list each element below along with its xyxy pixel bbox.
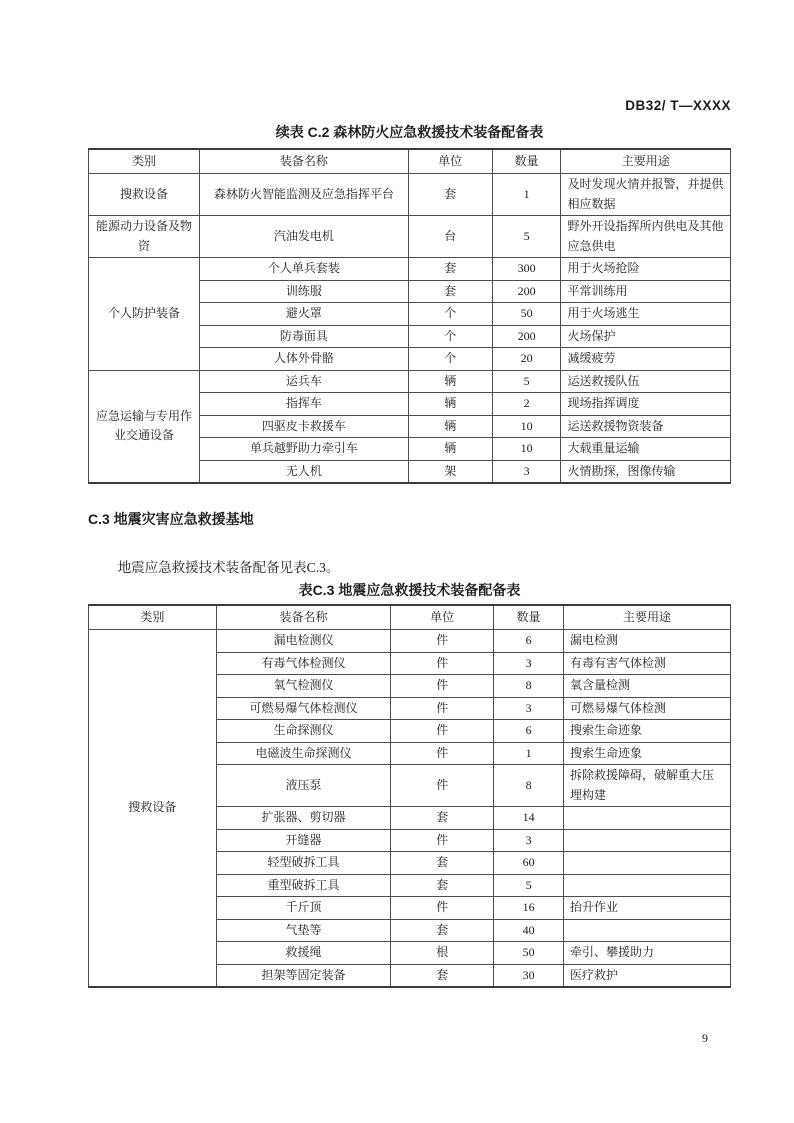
purpose-cell <box>564 829 731 852</box>
equipment-name-cell: 无人机 <box>200 460 409 483</box>
category-cell: 搜救设备 <box>89 174 200 216</box>
purpose-cell: 搜索生命迹象 <box>564 742 731 765</box>
equipment-name-cell: 重型破拆工具 <box>216 874 391 897</box>
quantity-cell: 2 <box>492 393 561 416</box>
purpose-cell: 可燃易爆气体检测 <box>564 697 731 720</box>
purpose-cell: 拆除救援障碍，破解重大压埋构建 <box>564 765 731 807</box>
equipment-name-cell: 漏电检测仪 <box>216 630 391 653</box>
unit-cell: 套 <box>391 919 494 942</box>
quantity-cell: 6 <box>494 630 564 653</box>
unit-cell: 个 <box>408 303 492 326</box>
unit-cell: 辆 <box>408 415 492 438</box>
quantity-cell: 10 <box>492 415 561 438</box>
column-header: 主要用途 <box>564 605 731 630</box>
quantity-cell: 200 <box>492 280 561 303</box>
section-c3-paragraph: 地震应急救援技术装备配备见表C.3。 <box>117 560 340 575</box>
column-header: 数量 <box>492 149 561 174</box>
unit-cell: 件 <box>391 720 494 743</box>
quantity-cell: 40 <box>494 919 564 942</box>
equipment-name-cell: 个人单兵套装 <box>200 258 409 281</box>
equipment-name-cell: 森林防火智能监测及应急指挥平台 <box>200 174 409 216</box>
table-row <box>89 174 731 216</box>
page-number: 9 <box>702 1031 708 1045</box>
unit-cell: 件 <box>391 675 494 698</box>
category-cell: 搜救设备 <box>89 630 217 988</box>
quantity-cell: 3 <box>492 460 561 483</box>
table-row <box>89 630 731 653</box>
unit-cell: 套 <box>391 874 494 897</box>
equipment-name-cell: 液压泵 <box>216 765 391 807</box>
unit-cell: 件 <box>391 652 494 675</box>
equipment-name-cell: 千斤顶 <box>216 897 391 920</box>
purpose-cell: 用于火场抢险 <box>561 258 731 281</box>
unit-cell: 辆 <box>408 370 492 393</box>
quantity-cell: 16 <box>494 897 564 920</box>
document-code: DB32/ T—XXXX <box>625 98 731 113</box>
category-cell: 应急运输与专用作业交通设备 <box>89 370 200 483</box>
equipment-name-cell: 防毒面具 <box>200 325 409 348</box>
purpose-cell: 氧含量检测 <box>564 675 731 698</box>
equipment-name-cell: 救援绳 <box>216 942 391 965</box>
equipment-table-c2 <box>88 148 731 484</box>
quantity-cell: 3 <box>494 652 564 675</box>
unit-cell: 台 <box>408 216 492 258</box>
purpose-cell: 有毒有害气体检测 <box>564 652 731 675</box>
section-c3-heading: C.3 地震灾害应急救援基地 <box>88 511 254 527</box>
unit-cell: 套 <box>391 852 494 875</box>
equipment-name-cell: 可燃易爆气体检测仪 <box>216 697 391 720</box>
equipment-name-cell: 避火罩 <box>200 303 409 326</box>
quantity-cell: 3 <box>494 829 564 852</box>
purpose-cell: 医疗救护 <box>564 964 731 987</box>
category-cell: 能源动力设备及物资 <box>89 216 200 258</box>
purpose-cell: 运送救援物资装备 <box>561 415 731 438</box>
equipment-name-cell: 氧气检测仪 <box>216 675 391 698</box>
quantity-cell: 3 <box>494 697 564 720</box>
quantity-cell: 8 <box>494 675 564 698</box>
purpose-cell: 漏电检测 <box>564 630 731 653</box>
equipment-name-cell: 生命探测仪 <box>216 720 391 743</box>
table-row <box>89 370 731 393</box>
purpose-cell: 现场指挥调度 <box>561 393 731 416</box>
purpose-cell: 及时发现火情并报警，并提供相应数据 <box>561 174 731 216</box>
column-header: 单位 <box>391 605 494 630</box>
purpose-cell: 火场保护 <box>561 325 731 348</box>
purpose-cell: 平常训练用 <box>561 280 731 303</box>
equipment-name-cell: 指挥车 <box>200 393 409 416</box>
unit-cell: 套 <box>408 258 492 281</box>
equipment-table-c3 <box>88 604 731 988</box>
equipment-name-cell: 人体外骨骼 <box>200 348 409 371</box>
column-header: 单位 <box>408 149 492 174</box>
unit-cell: 根 <box>391 942 494 965</box>
quantity-cell: 5 <box>492 216 561 258</box>
purpose-cell: 运送救援队伍 <box>561 370 731 393</box>
equipment-name-cell: 气垫等 <box>216 919 391 942</box>
table-c3-title: 表C.3 地震应急救援技术装备配备表 <box>298 582 521 598</box>
quantity-cell: 10 <box>492 438 561 461</box>
quantity-cell: 5 <box>492 370 561 393</box>
purpose-cell: 减缓疲劳 <box>561 348 731 371</box>
quantity-cell: 14 <box>494 807 564 830</box>
quantity-cell: 1 <box>492 174 561 216</box>
purpose-cell: 搜索生命迹象 <box>564 720 731 743</box>
unit-cell: 套 <box>408 174 492 216</box>
purpose-cell <box>564 807 731 830</box>
quantity-cell: 6 <box>494 720 564 743</box>
quantity-cell: 8 <box>494 765 564 807</box>
equipment-name-cell: 电磁波生命探测仪 <box>216 742 391 765</box>
table-row <box>89 216 731 258</box>
unit-cell: 件 <box>391 630 494 653</box>
unit-cell: 件 <box>391 742 494 765</box>
unit-cell: 件 <box>391 765 494 807</box>
column-header: 装备名称 <box>216 605 391 630</box>
category-cell: 个人防护装备 <box>89 258 200 371</box>
quantity-cell: 60 <box>494 852 564 875</box>
equipment-name-cell: 有毒气体检测仪 <box>216 652 391 675</box>
quantity-cell: 5 <box>494 874 564 897</box>
column-header: 装备名称 <box>200 149 409 174</box>
table-c2-title: 续表 C.2 森林防火应急救援技术装备配备表 <box>275 124 544 140</box>
unit-cell: 套 <box>391 964 494 987</box>
column-header: 主要用途 <box>561 149 731 174</box>
equipment-name-cell: 开缝器 <box>216 829 391 852</box>
purpose-cell: 牵引、攀援助力 <box>564 942 731 965</box>
equipment-name-cell: 训练服 <box>200 280 409 303</box>
unit-cell: 个 <box>408 325 492 348</box>
quantity-cell: 30 <box>494 964 564 987</box>
quantity-cell: 20 <box>492 348 561 371</box>
quantity-cell: 50 <box>494 942 564 965</box>
purpose-cell <box>564 874 731 897</box>
equipment-name-cell: 单兵越野助力牵引车 <box>200 438 409 461</box>
quantity-cell: 50 <box>492 303 561 326</box>
unit-cell: 个 <box>408 348 492 371</box>
unit-cell: 件 <box>391 829 494 852</box>
unit-cell: 件 <box>391 897 494 920</box>
unit-cell: 辆 <box>408 438 492 461</box>
quantity-cell: 200 <box>492 325 561 348</box>
unit-cell: 件 <box>391 697 494 720</box>
unit-cell: 架 <box>408 460 492 483</box>
equipment-name-cell: 轻型破拆工具 <box>216 852 391 875</box>
column-header: 数量 <box>494 605 564 630</box>
purpose-cell <box>564 919 731 942</box>
equipment-name-cell: 四驱皮卡救援车 <box>200 415 409 438</box>
equipment-name-cell: 运兵车 <box>200 370 409 393</box>
purpose-cell: 火情勘探，图像传输 <box>561 460 731 483</box>
equipment-name-cell: 汽油发电机 <box>200 216 409 258</box>
purpose-cell: 抬升作业 <box>564 897 731 920</box>
unit-cell: 套 <box>408 280 492 303</box>
equipment-name-cell: 担架等固定装备 <box>216 964 391 987</box>
unit-cell: 套 <box>391 807 494 830</box>
column-header: 类别 <box>89 149 200 174</box>
purpose-cell <box>564 852 731 875</box>
quantity-cell: 300 <box>492 258 561 281</box>
purpose-cell: 大载重量运输 <box>561 438 731 461</box>
column-header: 类别 <box>89 605 217 630</box>
purpose-cell: 野外开设指挥所内供电及其他应急供电 <box>561 216 731 258</box>
table-header-row <box>89 605 731 630</box>
table-header-row <box>89 149 731 174</box>
equipment-name-cell: 扩张器、剪切器 <box>216 807 391 830</box>
unit-cell: 辆 <box>408 393 492 416</box>
quantity-cell: 1 <box>494 742 564 765</box>
purpose-cell: 用于火场逃生 <box>561 303 731 326</box>
table-row <box>89 258 731 281</box>
